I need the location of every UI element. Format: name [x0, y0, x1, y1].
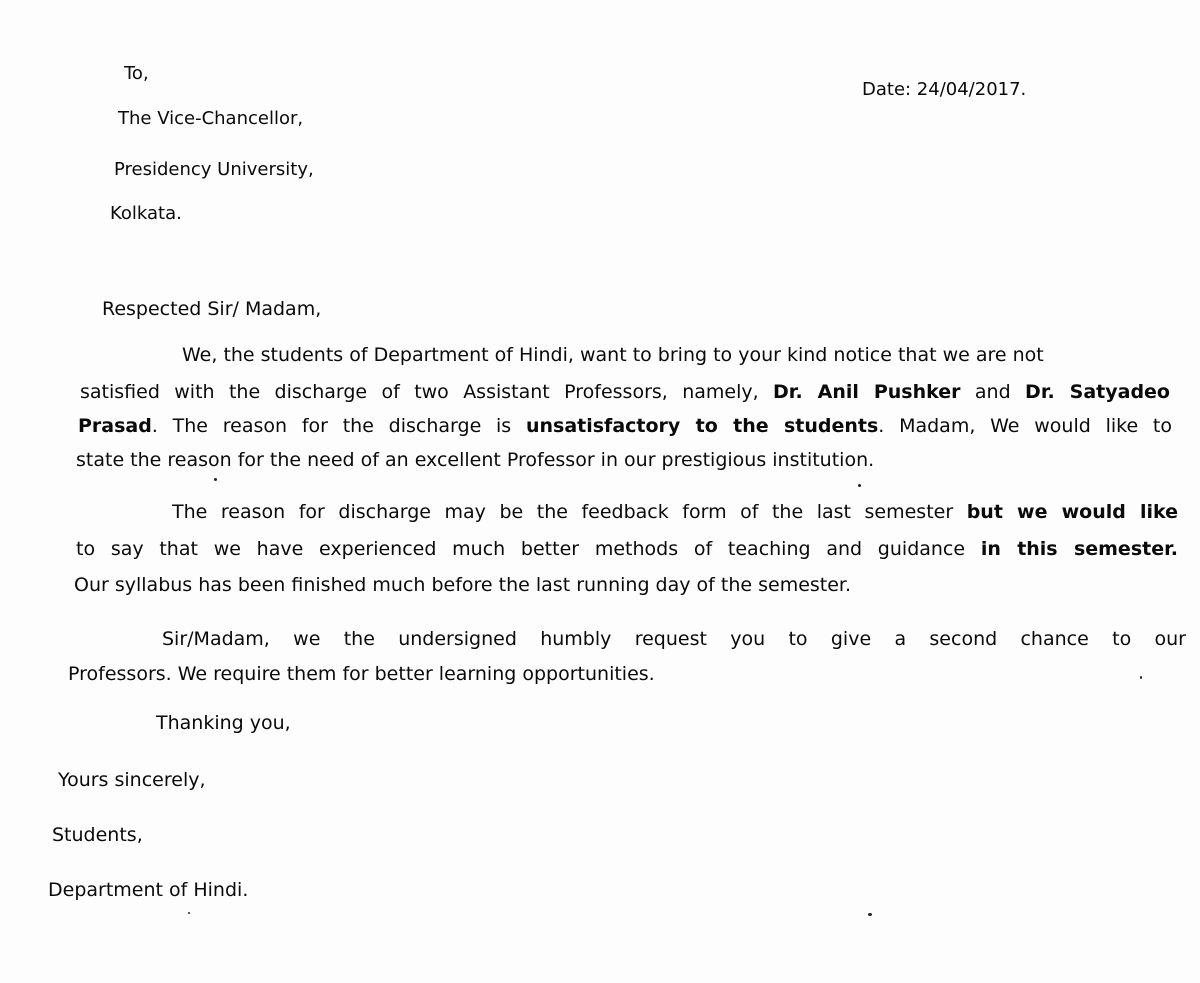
address-institution: Presidency University, [114, 159, 314, 180]
para3-line1 [162, 627, 1186, 651]
professor-name-1: Dr. Anil Pushker [773, 381, 961, 403]
para1-text: and [960, 381, 1026, 403]
para2-line1 [172, 500, 1178, 524]
para3-line2: Professors. We require them for better learning opportunities. [68, 663, 655, 685]
closing-department: Department of Hindi. [48, 879, 249, 901]
emphasis-text: in this semester. [980, 538, 1178, 560]
para2-text: to say that we have experienced much better methods of teaching and guidance [76, 538, 981, 560]
scan-speck [858, 484, 861, 487]
para1-text: . Madam, We would like to [878, 415, 1172, 437]
scan-speck [868, 913, 872, 916]
letter-date: Date: 24/04/2017. [862, 79, 1027, 100]
para3-text: Sir/Madam, we the undersigned humbly request you to give a second chance to our [162, 628, 1186, 650]
scan-speck [214, 478, 217, 481]
scan-speck [188, 912, 190, 914]
address-city: Kolkata. [110, 203, 182, 224]
para2-line3: Our syllabus has been finished much before the last running day of the semester. [74, 574, 852, 596]
address-to: To, [124, 63, 149, 84]
para1-line4: state the reason for the need of an excellent Professor in our prestigious institution. [76, 449, 875, 471]
para1-line3 [78, 414, 1172, 438]
professor-name-2: Dr. Satyadeo [1025, 381, 1170, 403]
salutation: Respected Sir/ Madam, [102, 298, 322, 320]
para2-text: The reason for discharge may be the feedback form of the last semester [172, 501, 967, 523]
scan-speck [1140, 676, 1142, 679]
closing-sincerely: Yours sincerely, [58, 769, 206, 791]
closing-thanks: Thanking you, [156, 712, 291, 734]
emphasis-text: but we would like [966, 501, 1178, 523]
para1-text: . The reason for the discharge is [151, 415, 526, 437]
para1-text: satisfied with the discharge of two Assistant Professors, namely, [80, 381, 774, 403]
emphasis-text: unsatisfactory to the students [525, 415, 879, 437]
para2-line2 [76, 537, 1178, 561]
address-recipient: The Vice-Chancellor, [118, 108, 304, 129]
closing-signer: Students, [52, 824, 143, 846]
professor-name-2-cont: Prasad [78, 415, 152, 437]
para1-line1: We, the students of Department of Hindi, want to bring to your kind notice that we are not [182, 344, 1044, 366]
para1-line2 [80, 380, 1170, 404]
